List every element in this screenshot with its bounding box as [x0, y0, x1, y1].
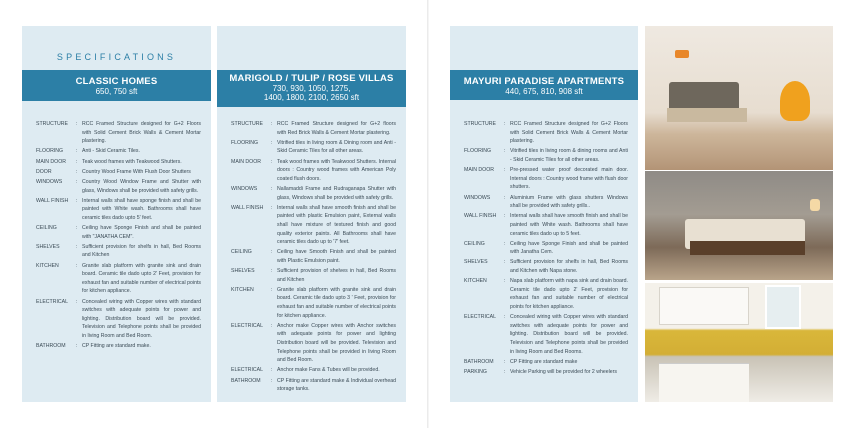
spec-label: ELECTRICAL: [231, 367, 263, 374]
spec-row: [36, 120, 201, 146]
colon: :: [271, 158, 273, 165]
spec-row: [36, 168, 201, 177]
colon: :: [504, 240, 506, 247]
spec-label: MAIN DOOR: [231, 158, 261, 165]
spec-label: WALL FINISH: [231, 204, 264, 211]
panel-mayuri-apartments: [450, 26, 638, 402]
colon: :: [76, 225, 78, 232]
colon: :: [271, 139, 273, 146]
spec-label: SHELVES: [36, 243, 60, 250]
spec-value: RCC Framed Structure designed for G+2 floors with Red Brick Walls & Cement Mortar plastering.: [277, 121, 396, 136]
spec-rows: [231, 120, 396, 395]
spec-value: Aluminium Frame with glass shutters Windows shall be provided with safety grills..: [510, 194, 628, 210]
colon: :: [271, 185, 273, 192]
panel-header: [22, 70, 211, 101]
colon: :: [76, 121, 78, 127]
spec-row: [231, 267, 396, 284]
spec-label: STRUCTURE: [231, 121, 263, 127]
panel-title: MAYURI PARADISE APARTMENTS: [463, 76, 625, 87]
spec-row: [36, 224, 201, 241]
colon: :: [271, 121, 273, 127]
spec-value: Teak wood frames with Teakwood Shutters. Internal doors : Country wood frames with American Poly coated flush doors.: [277, 158, 396, 182]
spec-value: CP Fitting are standard make.: [82, 343, 151, 350]
spec-row: [464, 147, 628, 164]
colon: :: [271, 322, 273, 329]
spec-row: [464, 194, 628, 211]
spec-row: [231, 322, 396, 365]
spec-label: KITCHEN: [36, 262, 59, 269]
spec-value: Country Wood Frame With Flush Door Shutters: [82, 168, 191, 175]
colon: :: [76, 298, 78, 305]
colon: :: [271, 286, 273, 293]
spec-value: Ceiling have Sponge Finish and shall be painted with Janatha Cem.: [510, 240, 628, 256]
panel-header: [217, 70, 406, 107]
spec-row: [231, 185, 396, 202]
spec-row: [464, 258, 628, 275]
spec-value: Ceiling have Smooth Finish and shall be painted with Plastic Emulsion paint.: [277, 249, 396, 264]
spec-row: [36, 197, 201, 223]
spec-value: Internal walls shall have smooth finish and shall be painted with White wash. Bathrooms shall have ceramic tiles dado up to 5 feet.: [510, 213, 628, 237]
spec-label: CEILING: [231, 249, 252, 256]
spec-row: [464, 240, 628, 257]
spec-value: RCC Framed Structure designed for G+2 Floors with Solid Cement Brick Walls & Cement Mortar plastering.: [82, 121, 201, 145]
spec-row: [36, 342, 201, 351]
colon: :: [504, 314, 506, 321]
specifications-title: SPECIFICATIONS: [56, 52, 177, 62]
spec-row: [231, 120, 396, 137]
spec-label: KITCHEN: [231, 286, 254, 293]
spec-value: Granite slab platform with granite sink and drain board. Ceramic tile dado upto 3 ' Feet, provision for exhaust fan and suitable number of electrical points for kitchen appliance.: [277, 286, 396, 319]
colon: :: [504, 121, 506, 127]
bedroom-photo: [645, 171, 833, 280]
spec-row: [231, 286, 396, 320]
spec-label: ELECTRICAL: [36, 298, 68, 305]
spec-row: [464, 358, 628, 367]
spec-label: BATHROOM: [36, 343, 66, 350]
spec-value: Pre-pressed water proof decorated main door. Internal doors : Country wood frame with flush door shutters.: [510, 167, 628, 191]
panel-sizes: 650, 750 sft: [95, 87, 138, 96]
spec-value: Vitrified tiles in living room & dining rooms and Anti - Skid Ceramic Tiles for all other areas.: [510, 148, 628, 163]
panel-villas: [217, 26, 406, 402]
spec-label: WALL FINISH: [464, 213, 497, 220]
spec-label: MAIN DOOR: [464, 167, 494, 174]
spec-row: [464, 277, 628, 311]
colon: :: [271, 377, 273, 384]
spec-label: SHELVES: [231, 268, 255, 275]
colon: :: [504, 167, 506, 174]
spec-value: Country Wood Window Frame and Shutter with glass, Windows shall be provided with safety grills.: [82, 178, 201, 194]
colon: :: [271, 268, 273, 275]
colon: :: [76, 178, 78, 185]
panel-sizes: 730, 930, 1050, 1275,: [272, 84, 351, 93]
kitchen-photo: [645, 283, 833, 402]
spec-label: WINDOWS: [464, 194, 491, 201]
panel-title: MARIGOLD / TULIP / ROSE VILLAS: [229, 73, 394, 84]
spec-value: Ceiling have Sponge Finish and shall be painted with "JANATHA CEM".: [82, 225, 201, 240]
spec-row: [36, 178, 201, 195]
spec-label: ELECTRICAL: [464, 314, 496, 321]
panel-sizes: 440, 675, 810, 908 sft: [505, 87, 583, 96]
colon: :: [76, 168, 78, 175]
spec-row: [231, 366, 396, 375]
panel-title: CLASSIC HOMES: [75, 76, 158, 87]
spec-value: Anchor make Fans & Tubes will be provided.: [277, 367, 380, 374]
spec-rows: [36, 120, 201, 352]
spec-label: CEILING: [464, 240, 485, 247]
spec-row: [36, 158, 201, 167]
spec-row: [36, 298, 201, 341]
spec-value: CP Fitting are standard make: [510, 358, 578, 365]
spec-label: PARKING: [464, 368, 487, 375]
spec-row: [464, 166, 628, 192]
spec-value: CP Fitting are standard make & Individual overhead storage tanks.: [277, 377, 396, 393]
spec-label: WINDOWS: [231, 185, 258, 192]
panel-header: [450, 70, 638, 100]
panel-sizes: 1400, 1800, 2100, 2650 sft: [263, 93, 360, 102]
spec-value: Sufficient provision for shelfs in hall, Bed Rooms and Kitchen with Napa stone.: [510, 259, 628, 275]
spec-value: Sufficient provision for shelfs in hall, Bed Rooms and Kitchen: [82, 243, 201, 259]
colon: :: [76, 197, 78, 204]
spec-row: [36, 262, 201, 296]
spec-label: ELECTRICAL: [231, 322, 263, 329]
spec-row: [464, 120, 628, 146]
spec-label: CEILING: [36, 225, 57, 232]
spec-value: Concealed wiring with Copper wires with standard switches with adequate points for power and lighting. Distribution board will be provided. Television and Telephone points shall be provided in living Room and Bed Room.: [82, 298, 201, 339]
spec-label: WALL FINISH: [36, 197, 69, 204]
spec-row: [464, 313, 628, 356]
spec-value: RCC Framed Structure designed for G+2 Floors with Solid Cement Brick Walls & Cement Mortar plastering.: [510, 121, 628, 145]
spec-row: [231, 139, 396, 156]
colon: :: [504, 259, 506, 266]
panel-classic-homes: [22, 26, 211, 402]
spec-label: FLOORING: [36, 148, 64, 155]
colon: :: [504, 358, 506, 365]
living-room-photo: [645, 26, 833, 170]
colon: :: [504, 368, 506, 375]
colon: :: [271, 367, 273, 374]
colon: :: [504, 213, 506, 220]
spec-rows: [464, 120, 628, 378]
spec-value: Vitrified tiles in living room & Dining room and Anti - Skid Ceramic Tiles for all other areas.: [277, 139, 396, 155]
spec-label: WINDOWS: [36, 178, 63, 185]
colon: :: [76, 243, 78, 250]
spec-row: [231, 248, 396, 265]
spec-row: [464, 368, 628, 377]
spec-row: [36, 243, 201, 260]
colon: :: [271, 204, 273, 211]
spec-value: Concealed wiring with Copper wires with standard switches with adequate points for power and lighting. Distribution board will be provided. Television and Telephone points shall be provided in living Room and Bed Rooms.: [510, 314, 628, 355]
colon: :: [76, 262, 78, 269]
spec-label: KITCHEN: [464, 278, 487, 285]
spec-row: [231, 204, 396, 247]
spec-label: BATHROOM: [464, 358, 494, 365]
spec-value: Sufficient provision of shelves in hall, Bed Rooms and Kitchen: [277, 268, 396, 283]
spec-value: Napa slab platform with napa sink and drain board. Ceramic tile dado upto 2' Feet, provision for exhaust fan and suitable number of electrical points for kitchen appliance.: [510, 278, 628, 311]
spec-label: FLOORING: [464, 148, 492, 155]
colon: :: [76, 148, 78, 155]
spec-value: Granite slab platform with granite sink and drain board. Ceramic tile dado upto 2' Feet, provision for exhaust fan and suitable number of electrical points for kitchen appliance.: [82, 262, 201, 295]
spec-label: STRUCTURE: [36, 121, 68, 127]
spec-value: Internal walls shall have smooth finish and shall be painted with plastic Emulsion paint, External walls shall have mixture of textured finish and good quality exterior paints. All Bathrooms shall have ceramic tiles dado up to '7' feet.: [277, 204, 396, 246]
colon: :: [271, 249, 273, 256]
colon: :: [76, 158, 78, 165]
colon: :: [504, 194, 506, 201]
page-fold: [427, 0, 429, 428]
spec-label: STRUCTURE: [464, 121, 496, 127]
spec-label: DOOR: [36, 168, 52, 175]
spec-row: [464, 212, 628, 238]
spec-value: Internal walls shall have sponge finish and shall be painted with White wash. Bathrooms shall have ceramic tiles dado upto 5' feet.: [82, 197, 201, 221]
spec-row: [231, 377, 396, 394]
spec-value: Anti - Skid Ceramic Tiles.: [82, 148, 140, 155]
spec-value: Vehicle Parking will be provided for 2 wheelers: [510, 368, 617, 375]
spec-label: FLOORING: [231, 139, 259, 146]
spec-value: Teak wood frames with Teakwood Shutters.: [82, 158, 182, 165]
colon: :: [504, 148, 506, 155]
colon: :: [76, 343, 78, 350]
spec-value: Anchor make Copper wires with Anchor switches with adequate points for power and lighting Distribution board will be provided. Television and Telephone points shall be provided in living Room and Bed Room.: [277, 322, 396, 364]
spec-label: BATHROOM: [231, 377, 261, 384]
spec-row: [36, 147, 201, 156]
spec-label: SHELVES: [464, 259, 488, 266]
spec-row: [231, 158, 396, 184]
colon: :: [504, 278, 506, 285]
spec-value: Nallamaddi Frame and Rudraganapa Shutter with glass, Windows shall be provided with safety grills.: [277, 185, 396, 201]
spec-label: MAIN DOOR: [36, 158, 66, 165]
